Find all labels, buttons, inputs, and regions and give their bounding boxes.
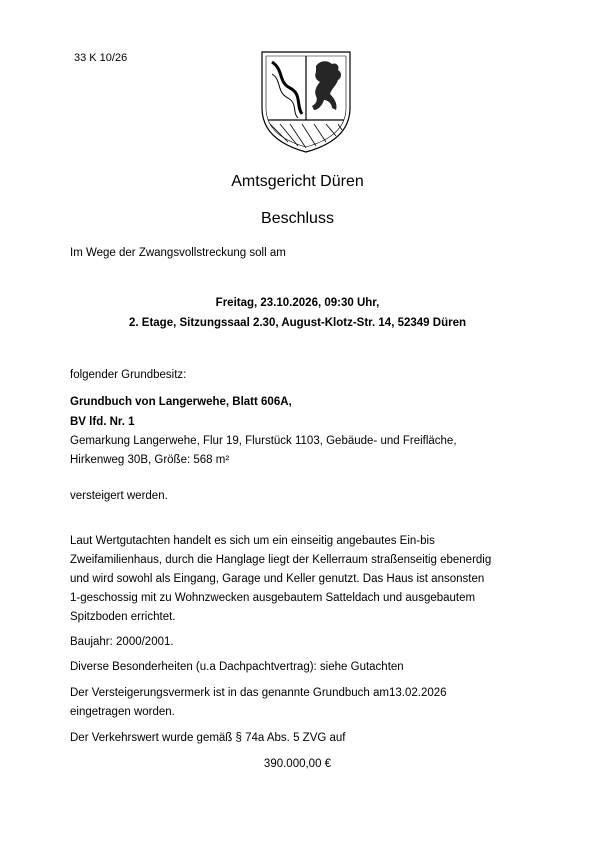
market-value: 390.000,00 €	[263, 758, 332, 770]
description-line: Spitzboden errichtet.	[70, 611, 176, 623]
property-lead: folgender Grundbesitz:	[70, 369, 187, 381]
land-register: Grundbuch von Langerwehe, Blatt 606A,	[70, 396, 292, 408]
description-line: Zweifamilienhaus, durch die Hanglage liegt der Kellerraum straßenseitig ebenerdig	[70, 554, 492, 566]
appointment-location: 2. Etage, Sitzungssaal 2.30, August-Klotz-Str. 14, 52349 Düren	[128, 317, 466, 329]
auction-text: versteigert werden.	[70, 490, 168, 502]
intro-text: Im Wege der Zwangsvollstreckung soll am	[70, 247, 286, 259]
nrw-coat-of-arms-icon	[258, 48, 354, 154]
document-title: Beschluss	[261, 210, 334, 227]
parcel-line-1: Gemarkung Langerwehe, Flur 19, Flurstück 1103, Gebäude- und Freifläche,	[70, 435, 457, 447]
description-line: und wird sowohl als Eingang, Garage und Keller genutzt. Das Haus ist ansonsten	[70, 573, 485, 585]
year-built: Baujahr: 2000/2001.	[70, 636, 174, 648]
specials-text: Diverse Besonderheiten (u.a Dachpachtvertrag): siehe Gutachten	[70, 661, 404, 673]
value-text: Der Verkehrswert wurde gemäß § 74a Abs. 5 ZVG auf	[70, 732, 346, 744]
registration-line: Der Versteigerungsvermerk ist in das genannte Grundbuch am13.02.2026	[70, 687, 447, 699]
parcel-line-2: Hirkenweg 30B, Größe: 568 m²	[70, 454, 230, 466]
bv-number: BV lfd. Nr. 1	[70, 416, 135, 428]
registration-line: eingetragen worden.	[70, 706, 175, 718]
case-number: 33 K 10/26	[74, 52, 128, 64]
appointment-date-time: Freitag, 23.10.2026, 09:30 Uhr,	[215, 297, 380, 309]
description-line: 1-geschossig mit zu Wohnzwecken ausgebautem Satteldach und ausgebautem	[70, 592, 476, 604]
description-line: Laut Wertgutachten handelt es sich um ein einseitig angebautes Ein-bis	[70, 535, 435, 547]
court-name: Amtsgericht Düren	[231, 173, 364, 190]
